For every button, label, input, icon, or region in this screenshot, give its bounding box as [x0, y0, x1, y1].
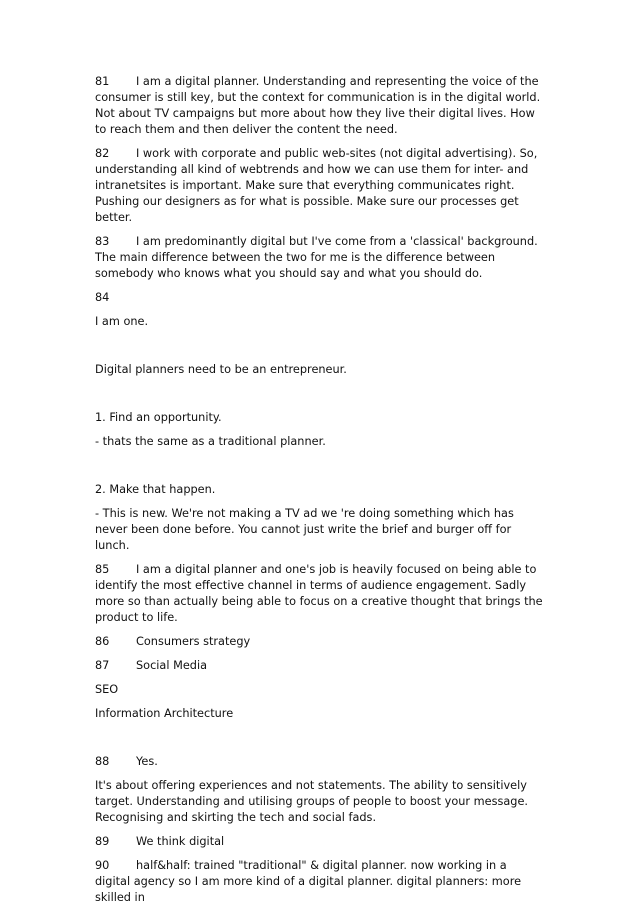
paragraph-88 [95, 754, 545, 770]
paragraph-89 [95, 834, 545, 850]
paragraph-number: 88 [95, 755, 110, 768]
paragraph-number: 89 [95, 835, 110, 848]
paragraph-find-opportunity [95, 410, 545, 426]
paragraph-text: - This is new. We're not making a TV ad we 're doing something which has never been done before. You cannot just write the brief and burger off for lunch. [95, 507, 514, 552]
paragraph-text: 1. Find an opportunity. [95, 411, 222, 424]
paragraph-text: Yes. [136, 755, 158, 768]
paragraph-text: It's about offering experiences and not statements. The ability to sensitively target. Understanding and utilising groups of people to boost your message. Recognising and skirting the tech and social fads. [95, 779, 528, 824]
blank-line [95, 338, 545, 362]
blank-line [95, 386, 545, 410]
blank-line [95, 458, 545, 482]
paragraph-82 [95, 146, 545, 226]
paragraph-text: Social Media [136, 659, 208, 672]
paragraph-84 [95, 290, 545, 306]
blank-line [95, 730, 545, 754]
paragraph-text: I am a digital planner. Understanding and representing the voice of the consumer is still key, but the context for communication is in the digital world. Not about TV campaigns but more about how they live their digital lives. How to reach them and then deliver the content the need. [95, 75, 541, 136]
paragraph-number: 84 [95, 291, 110, 304]
paragraph-text: 2. Make that happen. [95, 483, 216, 496]
paragraph-information-architecture [95, 706, 545, 722]
paragraph-text: I am a digital planner and one's job is heavily focused on being able to identify the most effective channel in terms of audience engagement. Sadly more so than actually being able to focus on a creative thought that brings the product to life. [95, 563, 543, 624]
paragraph-this-is-new [95, 506, 545, 554]
paragraph-number: 86 [95, 635, 110, 648]
document-body [95, 74, 545, 914]
paragraph-text: SEO [95, 683, 119, 696]
paragraph-number: 82 [95, 147, 110, 160]
paragraph-seo [95, 682, 545, 698]
paragraph-experiences [95, 778, 545, 826]
paragraph-text: I am one. [95, 315, 149, 328]
paragraph-entrepreneur [95, 362, 545, 378]
paragraph-number: 90 [95, 859, 110, 872]
paragraph-number: 85 [95, 563, 110, 576]
paragraph-text: I am predominantly digital but I've come from a 'classical' background. The main difference between the two for me is the difference between somebody who knows what you should say and what you should do. [95, 235, 538, 280]
paragraph-text: Consumers strategy [136, 635, 251, 648]
paragraph-traditional-planner [95, 434, 545, 450]
paragraph-text: - thats the same as a traditional planner. [95, 435, 326, 448]
paragraph-number: 81 [95, 75, 110, 88]
paragraph-85 [95, 562, 545, 626]
paragraph-90 [95, 858, 545, 906]
paragraph-number: 87 [95, 659, 110, 672]
paragraph-i-am-one [95, 314, 545, 330]
paragraph-number: 83 [95, 235, 110, 248]
paragraph-text: Digital planners need to be an entrepreneur. [95, 363, 347, 376]
paragraph-87 [95, 658, 545, 674]
paragraph-text: I work with corporate and public web-sites (not digital advertising). So, understanding all kind of webtrends and how we can use them for inter- and intranetsites is important. Make sure that everything communicates right. Pushing our designers as for what is possible. Make sure our processes get better. [95, 147, 538, 224]
paragraph-83 [95, 234, 545, 282]
paragraph-81 [95, 74, 545, 138]
paragraph-text: half&half: trained "traditional" & digital planner. now working in a digital agency so I am more kind of a digital planner. digital planners: more skilled in [95, 859, 522, 904]
paragraph-make-happen [95, 482, 545, 498]
paragraph-text: We think digital [136, 835, 225, 848]
paragraph-86 [95, 634, 545, 650]
paragraph-text: Information Architecture [95, 707, 234, 720]
